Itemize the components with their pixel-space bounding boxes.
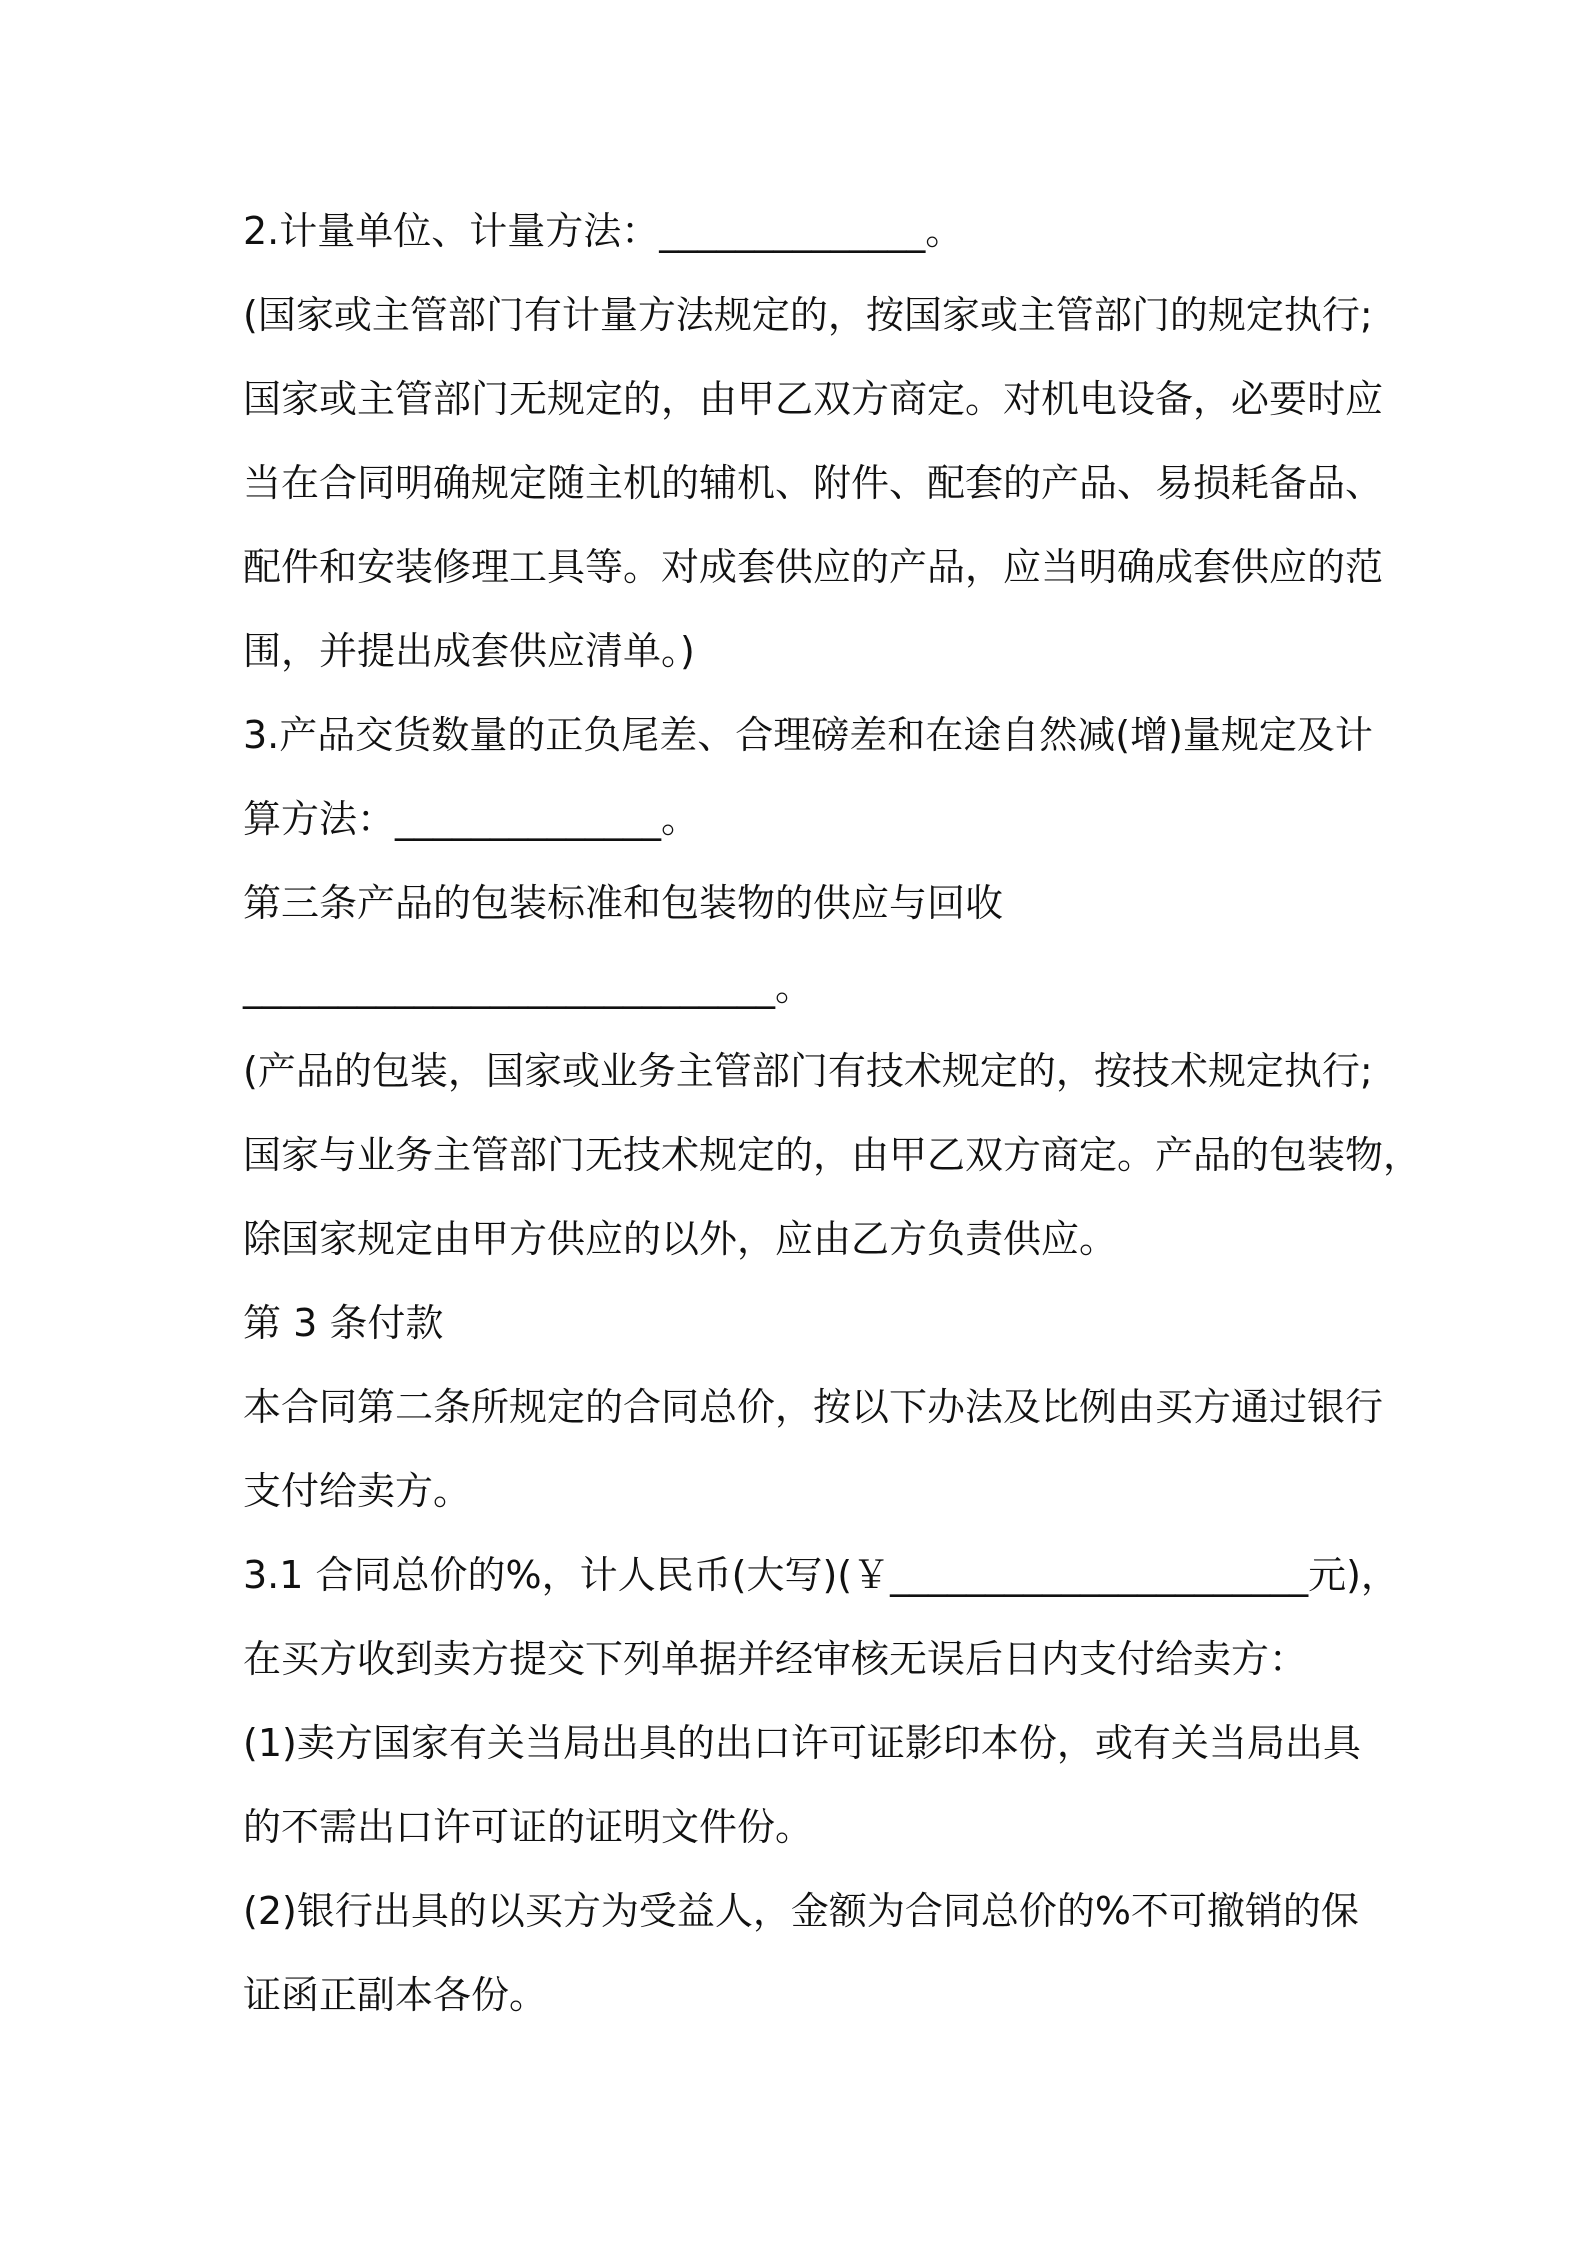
- list-item-1: (1)卖方国家有关当局出具的出口许可证影印本份，或有关当局出具: [243, 1721, 1361, 1765]
- paragraph-line: 国家或主管部门无规定的，由甲乙双方商定。对机电设备，必要时应: [243, 377, 1384, 421]
- clause-2-measurement-unit: 2.计量单位、计量方法：______________。: [243, 209, 964, 253]
- blank-fill-line: ____________________________。: [243, 965, 814, 1009]
- paragraph-line: 支付给卖方。: [243, 1469, 472, 1513]
- paragraph-line: (国家或主管部门有计量方法规定的，按国家或主管部门的规定执行;: [243, 293, 1373, 337]
- clause-3-1-payment: 3.1 合同总价的%，计人民币(大写)(￥______________________元)，: [243, 1553, 1399, 1597]
- paragraph-line: 算方法：______________。: [243, 797, 700, 841]
- section-heading-packaging: 第三条产品的包装标准和包装物的供应与回收: [243, 881, 1004, 925]
- paragraph-line: 除国家规定由甲方供应的以外，应由乙方负责供应。: [243, 1217, 1118, 1261]
- paragraph-line: 在买方收到卖方提交下列单据并经审核无误后日内支付给卖方：: [243, 1637, 1308, 1681]
- paragraph-line: 围，并提出成套供应清单。): [243, 629, 695, 673]
- section-heading-payment: 第 3 条付款: [243, 1301, 444, 1345]
- paragraph-line: 本合同第二条所规定的合同总价，按以下办法及比例由买方通过银行: [243, 1385, 1384, 1429]
- paragraph-line: 当在合同明确规定随主机的辅机、附件、配套的产品、易损耗备品、: [243, 461, 1384, 505]
- clause-3-quantity-tolerance: 3.产品交货数量的正负尾差、合理磅差和在途自然减(增)量规定及计: [243, 713, 1373, 757]
- paragraph-line: 国家与业务主管部门无技术规定的，由甲乙双方商定。产品的包装物，: [243, 1133, 1422, 1177]
- paragraph-line: 的不需出口许可证的证明文件份。: [243, 1805, 814, 1849]
- paragraph-line: (产品的包装，国家或业务主管部门有技术规定的，按技术规定执行;: [243, 1049, 1373, 1093]
- list-item-2: (2)银行出具的以买方为受益人，金额为合同总价的%不可撤销的保: [243, 1889, 1359, 1933]
- paragraph-line: 配件和安装修理工具等。对成套供应的产品，应当明确成套供应的范: [243, 545, 1384, 589]
- paragraph-line: 证函正副本各份。: [243, 1973, 548, 2017]
